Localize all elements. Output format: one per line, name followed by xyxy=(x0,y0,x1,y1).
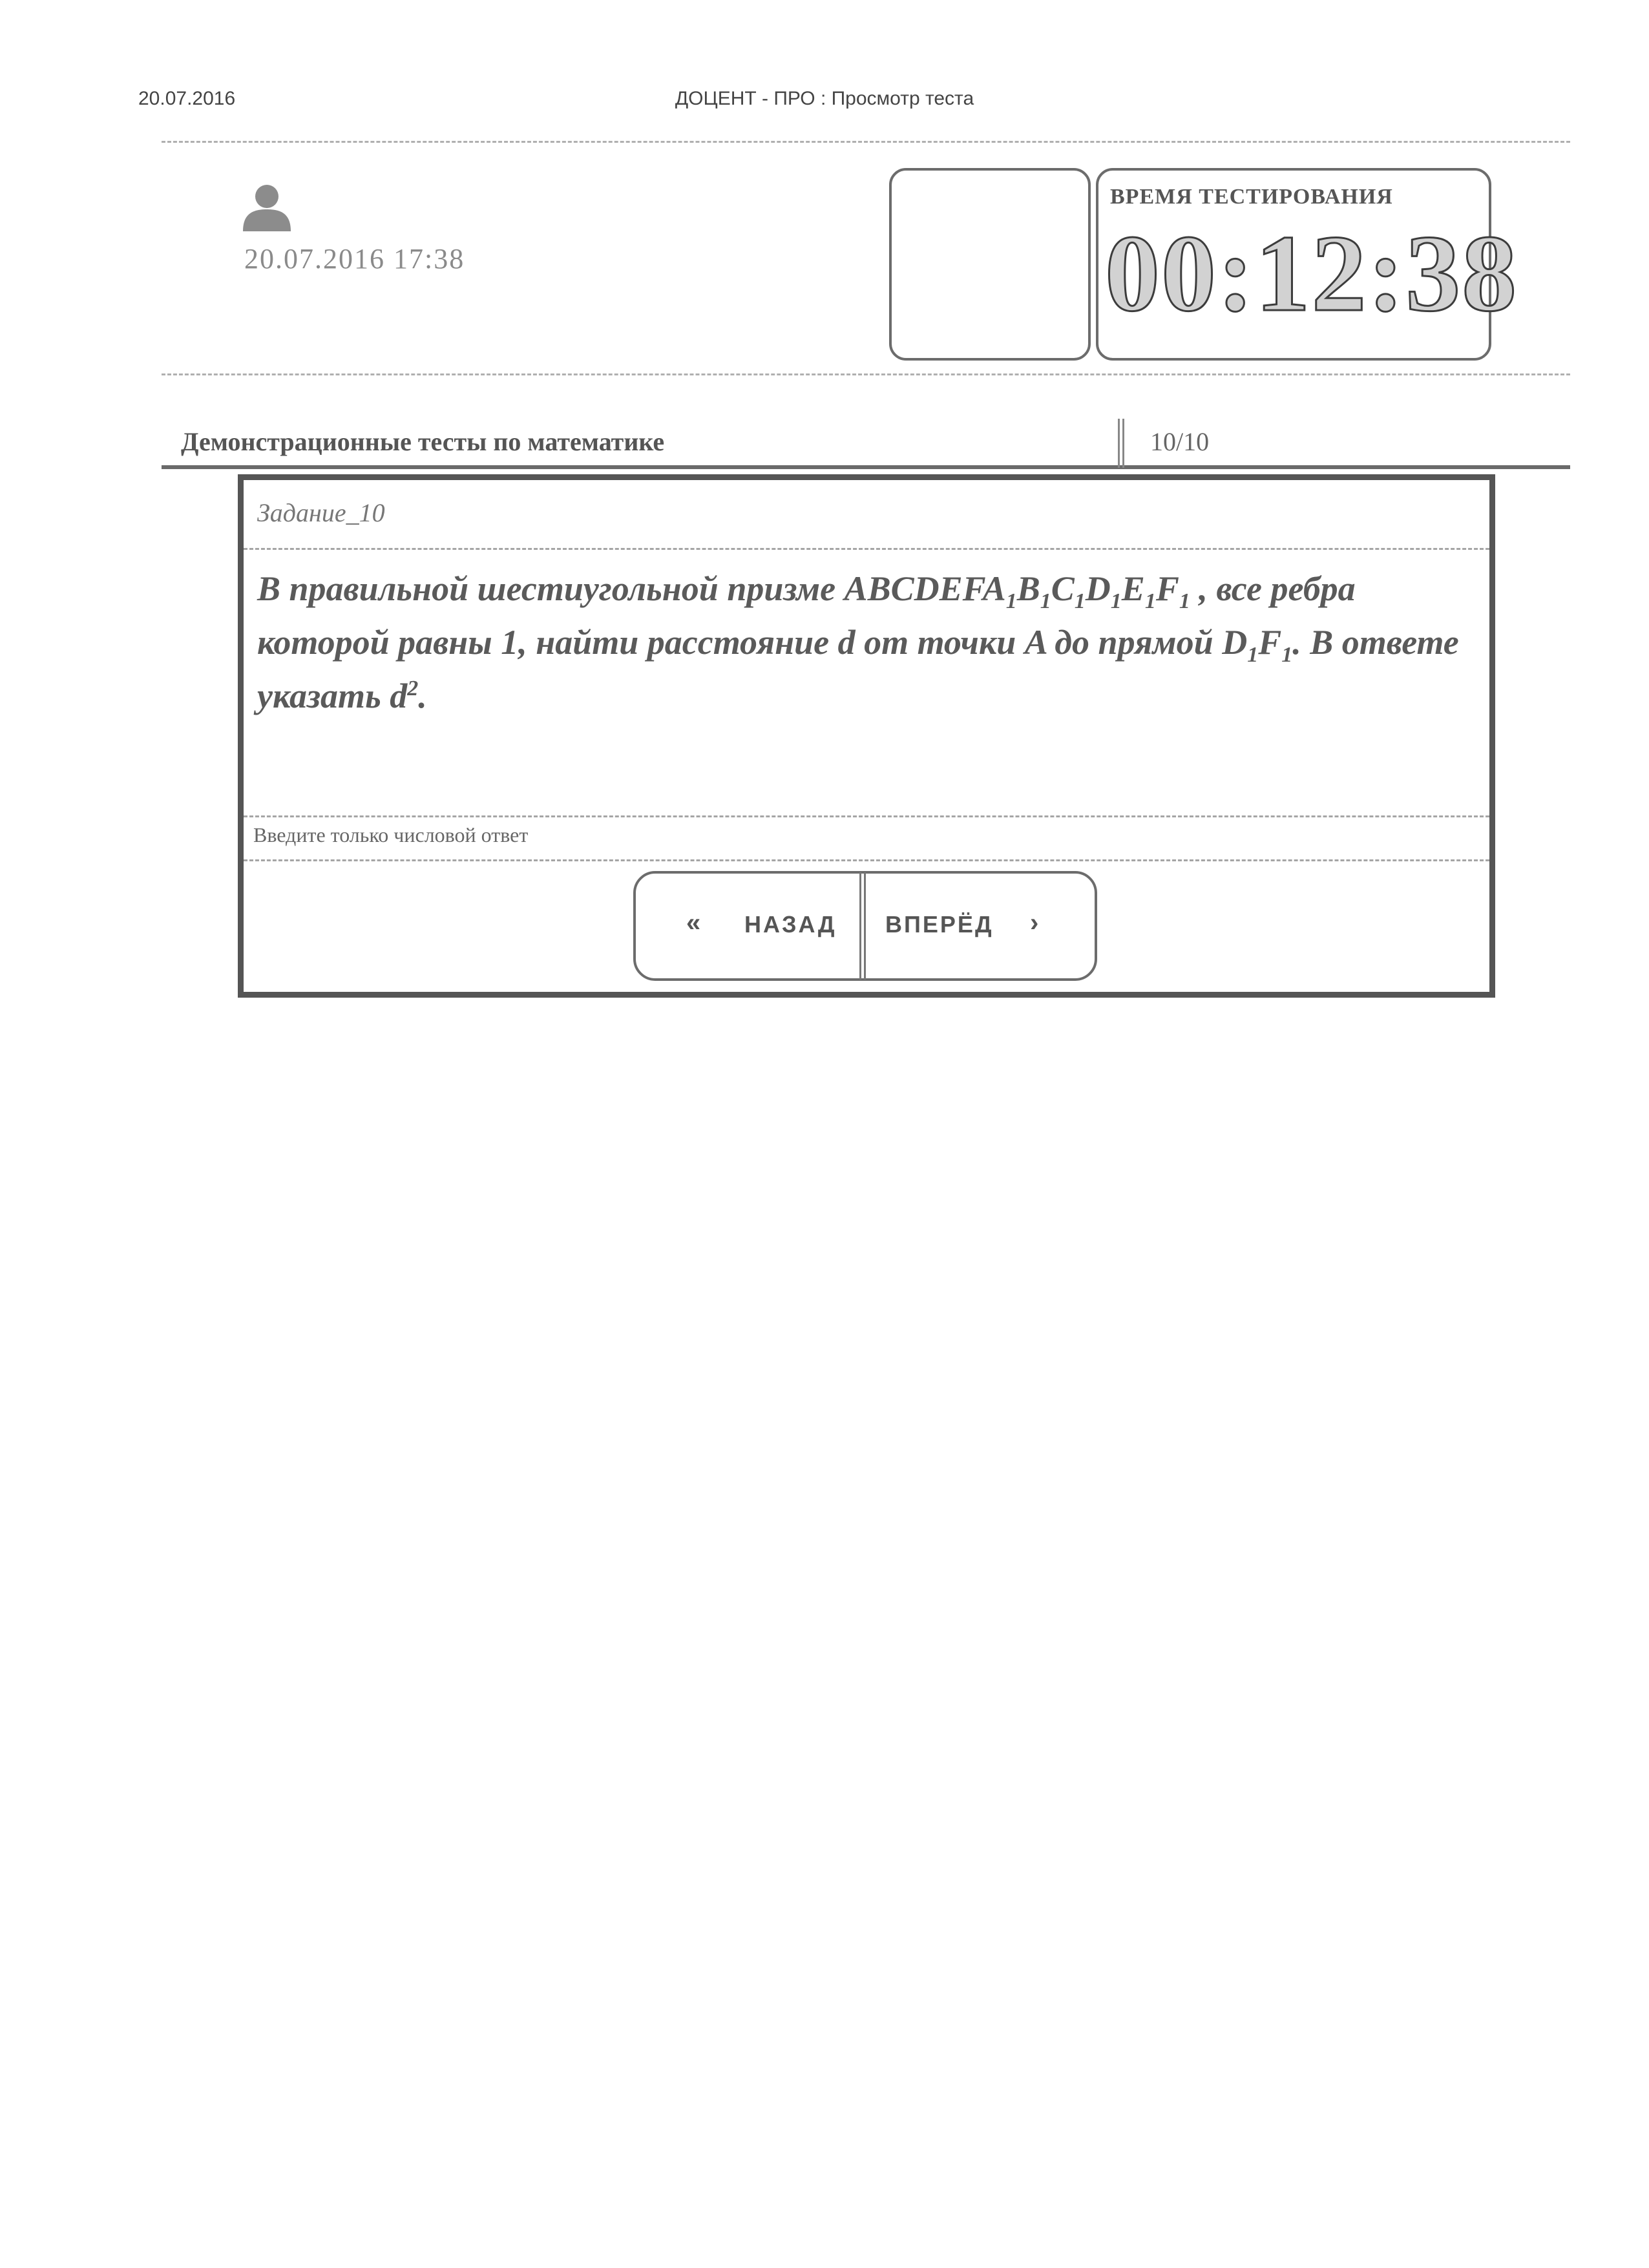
user-icon xyxy=(239,181,295,233)
chevron-right-icon: › xyxy=(1030,908,1041,937)
back-button-label: НАЗАД xyxy=(744,911,837,938)
title-divider xyxy=(1118,419,1124,468)
question-counter: 10/10 xyxy=(1150,427,1210,456)
back-button[interactable] xyxy=(636,874,858,978)
nav-divider xyxy=(859,872,866,980)
timer-value: 00:12:38 xyxy=(1105,213,1518,334)
header-divider xyxy=(162,141,1570,143)
test-title: Демонстрационные тесты по математике xyxy=(181,427,665,456)
print-date: 20.07.2016 xyxy=(138,88,236,109)
section-divider xyxy=(162,373,1570,375)
timer-label: ВРЕМЯ ТЕСТИРОВАНИЯ xyxy=(1110,185,1393,209)
answer-divider-bottom xyxy=(244,859,1489,861)
forward-button-label: ВПЕРЁД xyxy=(885,911,994,938)
chevron-left-icon: « xyxy=(686,908,703,937)
forward-button[interactable] xyxy=(867,874,1095,978)
question-text: В правильной шестиугольной призме $ABCDEFA_1B_1C_1D_1E_1F_1$ , все ребра которой равны 1, найти расстояние d от точки A до прямой $D_1F_1$. В ответе указать $d^2$. xyxy=(257,569,1459,716)
answer-divider-top xyxy=(244,815,1489,817)
answer-input[interactable]: Введите только числовой ответ xyxy=(253,823,529,846)
task-label: Задание_10 xyxy=(257,498,385,527)
print-page-title: ДОЦЕНТ - ПРО : Просмотр теста xyxy=(675,88,974,109)
session-datetime: 20.07.2016 17:38 xyxy=(244,243,465,275)
info-panel-frame xyxy=(889,168,1091,361)
task-divider xyxy=(244,548,1489,550)
